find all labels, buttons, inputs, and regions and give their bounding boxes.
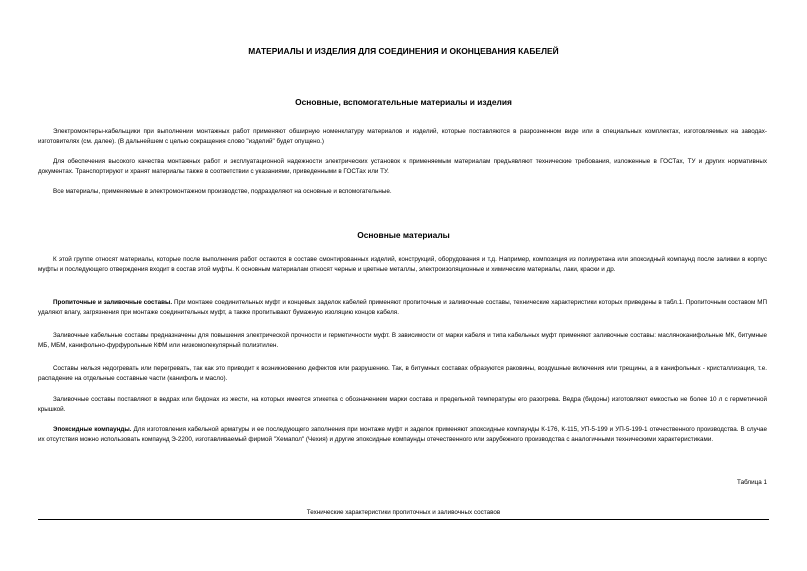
paragraph-impregnating	[38, 298, 767, 317]
paragraph-packaging: Заливочные составы поставляют в ведрах или бидонах из жести, на которых имеется этикетка с обозначением марки состава и предельной температуры его разогрева. Ведра (бидоны) изготовляют емкостью не более 10 л с герметичной крышкой.	[38, 396, 767, 413]
paragraph-main-materials: К этой группе относят материалы, которые после выполнения работ остаются в составе смонтированных изделий, конструкций, оборудования и т.д. Например, композиция из полиуретана или эпоксидный компаунд после заливки в корпус муфты и последующего отверждения входит в состав этой муфты. К основным материалам относят черные и цветные металлы, электроизоляционные и химические материалы, лаки, краски и др.	[38, 256, 767, 273]
paragraph-heating: Составы нельзя недогревать или перегревать, так как это приводит к возникновению дефектов или разрушению. Так, в битумных составах образуются раковины, воздушные включения или трещины, а в канифольных - кристаллизация, т.е. распадение на отдельные составные части (канифоль и масло).	[38, 365, 767, 382]
table-label: Таблица 1	[737, 479, 767, 486]
term-epoxy: Эпоксидные компаунды.	[53, 426, 132, 433]
document-title: МАТЕРИАЛЫ И ИЗДЕЛИЯ ДЛЯ СОЕДИНЕНИЯ И ОКОНЦЕВАНИЯ КАБЕЛЕЙ	[248, 46, 559, 56]
paragraph-epoxy-text: Для изготовления кабельной арматуры и ее последующего заполнения при монтаже муфт и заделок применяют эпоксидные компаунды К-176, К-115, УП-5-199 и УП-5-199-1 отечественного производства. В случае их отсутствия можно использовать компаунд Э-2200, изготавливаемый фирмой "Хемапол" (Чехия) и другие эпоксидные компаунды отечественного или зарубежного производства с аналогичными техническими характеристиками.	[38, 426, 767, 443]
section-heading-main-materials: Основные материалы	[357, 230, 450, 240]
section-heading-auxiliary: Основные, вспомогательные материалы и изделия	[295, 97, 512, 107]
term-impregnating: Пропиточные и заливочные составы.	[53, 299, 173, 306]
paragraph-classification: Все материалы, применяемые в электромонтажном производстве, подразделяют на основные и вспомогательные.	[53, 188, 392, 195]
table-caption: Технические характеристики пропиточных и заливочных составов	[306, 509, 501, 516]
paragraph-epoxy	[38, 425, 767, 444]
paragraph-requirements: Для обеспечения высокого качества монтажных работ и эксплуатационной надежности электрических установок к применяемым материалам предъявляют технические требования, изложенные в ГОСТах, ТУ и других нормативных документах. Транспортируют и хранят материалы также в соответствии с указаниями, приведенными в ГОСТах или ТУ.	[38, 158, 767, 175]
paragraph-filling-compounds: Заливочные кабельные составы предназначены для повышения электрической прочности и герметичности муфт. В зависимости от марки кабеля и типа кабельных муфт применяют заливочные составы: масляноканифольные МК, битумные МБ, МБМ, канифольно-фурфурольные КФМ или низкомолекулярный полиэтилен.	[38, 332, 767, 349]
paragraph-impregnating-text: При монтаже соединительных муфт и концевых заделок кабелей применяют пропиточные и заливочные составы, технические характеристики которых приведены в табл.1. Пропиточным составом МП удаляют влагу, загрязнения при монтаже соединительных муфт, а также пропитывают бумажную изоляцию концов кабеля.	[38, 299, 767, 316]
table-top-rule	[38, 519, 769, 520]
paragraph-intro: Электромонтеры-кабельщики при выполнении монтажных работ применяют обширную номенклатуру материалов и изделий, которые поставляются в разрозненном виде или в специальных комплектах, изготовляемых на заводах-изготовителях (см. далее). (В дальнейшем с целью сокращения слово "изделий" будет опущено.)	[38, 128, 767, 145]
